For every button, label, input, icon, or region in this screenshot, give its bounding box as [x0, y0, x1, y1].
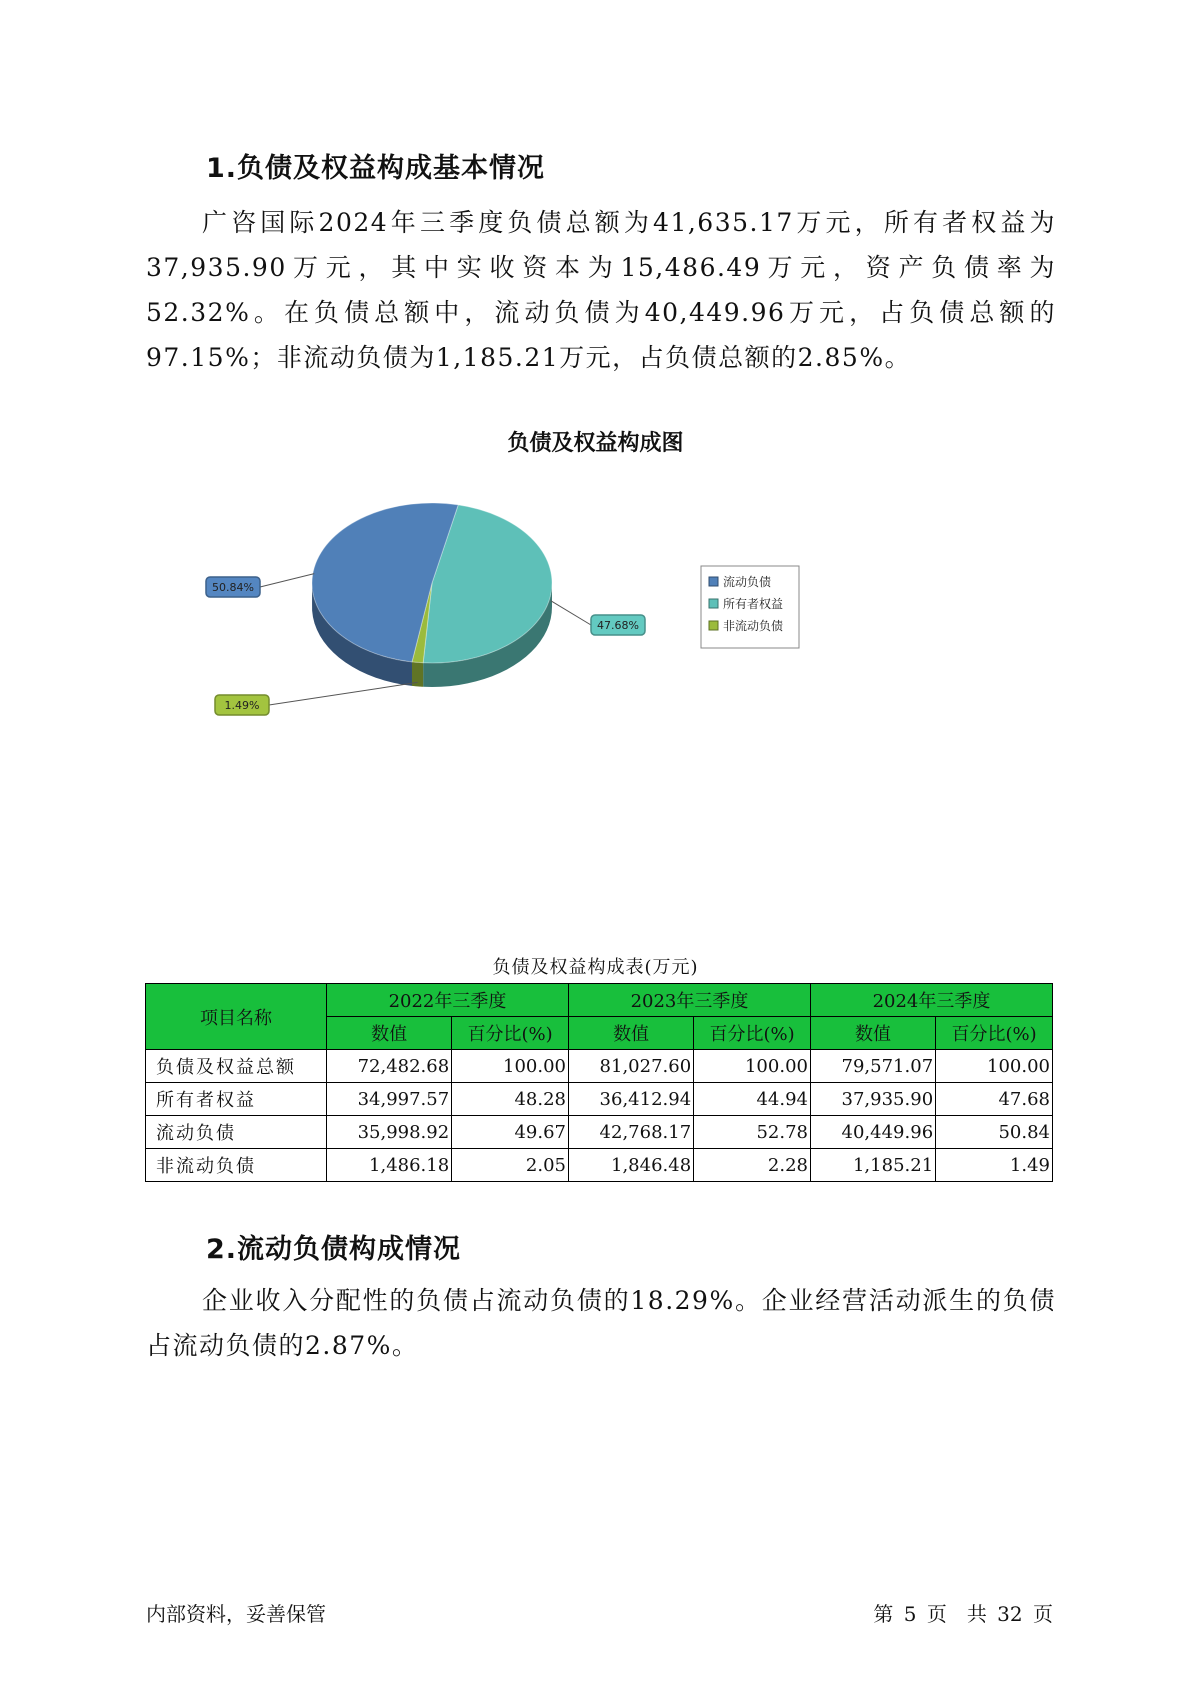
cell-value: 1,486.18 — [327, 1149, 452, 1182]
table-row — [146, 1050, 1053, 1083]
percent-header: 百分比(%) — [936, 1017, 1053, 1050]
table-row — [146, 1083, 1053, 1116]
data-label: 50.84% — [212, 581, 254, 594]
percent-header: 百分比(%) — [694, 1017, 811, 1050]
legend-swatch — [709, 577, 718, 586]
cell-value: 37,935.90 — [810, 1083, 935, 1116]
period-header: 2023年三季度 — [568, 984, 810, 1017]
period-header: 2024年三季度 — [810, 984, 1052, 1017]
item-name-header: 项目名称 — [146, 984, 327, 1050]
cell-value: 79,571.07 — [810, 1050, 935, 1083]
cell-value: 35,998.92 — [327, 1116, 452, 1149]
section-heading-1: 1.负债及权益构成基本情况 — [206, 153, 546, 184]
pie-chart — [0, 0, 1191, 760]
table-row — [146, 1116, 1053, 1149]
section-paragraph-2: 企业收入分配性的负债占流动负债的18.29%。企业经营活动派生的负债占流动负债的2.87%。 — [146, 1286, 1056, 1360]
cell-percent: 100.00 — [694, 1050, 811, 1083]
value-header: 数值 — [327, 1017, 452, 1050]
row-name: 流动负债 — [146, 1116, 327, 1149]
legend-label: 非流动负债 — [723, 619, 784, 633]
data-label: 47.68% — [597, 619, 639, 632]
row-name: 非流动负债 — [146, 1149, 327, 1182]
cell-percent: 49.67 — [452, 1116, 569, 1149]
cell-percent: 52.78 — [694, 1116, 811, 1149]
row-name: 所有者权益 — [146, 1083, 327, 1116]
value-header: 数值 — [568, 1017, 693, 1050]
table-row — [146, 1149, 1053, 1182]
cell-value: 40,449.96 — [810, 1116, 935, 1149]
legend-swatch — [709, 599, 718, 608]
cell-value: 1,185.21 — [810, 1149, 935, 1182]
leader-line — [551, 601, 591, 625]
cell-value: 42,768.17 — [568, 1116, 693, 1149]
value-header: 数值 — [810, 1017, 935, 1050]
cell-percent: 47.68 — [936, 1083, 1053, 1116]
chart-legend — [701, 566, 799, 648]
cell-percent: 2.05 — [452, 1149, 569, 1182]
row-name: 负债及权益总额 — [146, 1050, 327, 1083]
cell-value: 1,846.48 — [568, 1149, 693, 1182]
section-heading-2: 2.流动负债构成情况 — [206, 1234, 462, 1265]
legend-swatch — [709, 621, 718, 630]
cell-percent: 100.00 — [936, 1050, 1053, 1083]
table-caption: 负债及权益构成表(万元) — [492, 957, 699, 978]
cell-value: 34,997.57 — [327, 1083, 452, 1116]
legend-label: 流动负债 — [723, 575, 772, 589]
percent-header: 百分比(%) — [452, 1017, 569, 1050]
cell-value: 36,412.94 — [568, 1083, 693, 1116]
cell-percent: 48.28 — [452, 1083, 569, 1116]
footer-confidential-note: 内部资料，妥善保管 — [146, 1602, 326, 1626]
liabilities-equity-table — [145, 983, 1053, 1182]
cell-percent: 50.84 — [936, 1116, 1053, 1149]
data-label: 1.49% — [224, 699, 260, 712]
footer-page-number: 第 5 页 共 32 页 — [873, 1602, 1053, 1626]
cell-value: 81,027.60 — [568, 1050, 693, 1083]
leader-line — [269, 682, 418, 705]
chart-title: 负债及权益构成图 — [507, 431, 684, 456]
cell-percent: 44.94 — [694, 1083, 811, 1116]
period-header: 2022年三季度 — [327, 984, 569, 1017]
pie-slices — [312, 503, 552, 687]
cell-value: 72,482.68 — [327, 1050, 452, 1083]
cell-percent: 2.28 — [694, 1149, 811, 1182]
cell-percent: 1.49 — [936, 1149, 1053, 1182]
leader-line — [260, 574, 314, 587]
legend-label: 所有者权益 — [723, 597, 784, 611]
cell-percent: 100.00 — [452, 1050, 569, 1083]
section-paragraph-1: 广咨国际2024年三季度负债总额为41,635.17万元，所有者权益为37,935.90万元，其中实收资本为15,486.49万元，资产负债率为52.32%。在负债总额中，流动负债为40,449.96万元，占负债总额的97.15%；非流动负债为1,185.21万元，占负债总额的2.85%。 — [146, 208, 1056, 372]
